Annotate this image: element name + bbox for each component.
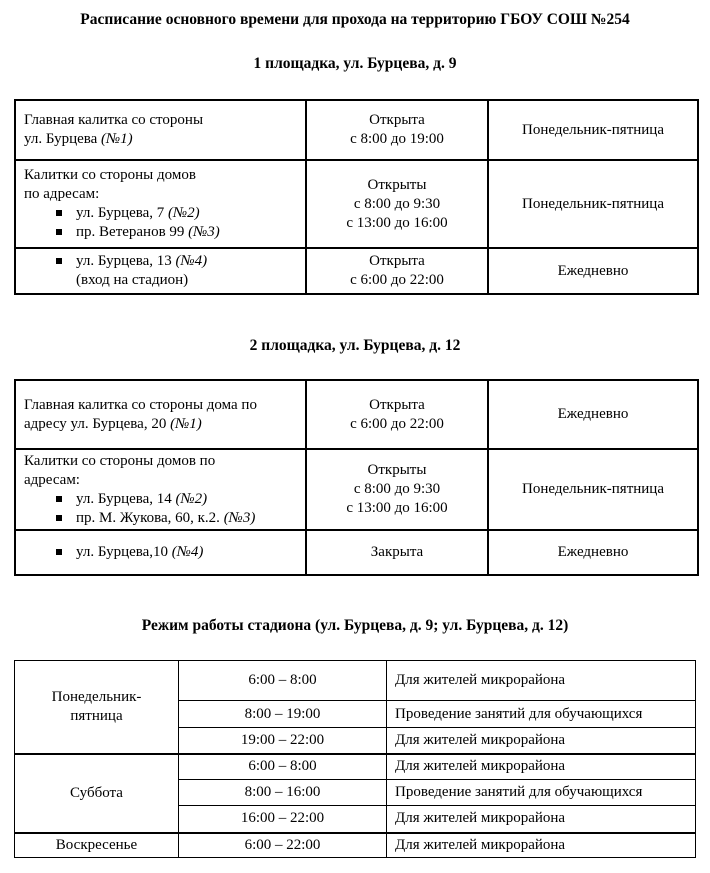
gate-line: адресам: xyxy=(24,471,80,488)
hours-line: с 8:00 до 19:00 xyxy=(350,131,444,147)
table-row xyxy=(15,380,698,449)
use-cell: Для жителей микрорайона xyxy=(387,806,696,833)
list-item xyxy=(56,252,299,290)
site2-table xyxy=(14,379,699,576)
use-cell: Для жителей микрорайона xyxy=(387,833,696,858)
time-cell: 6:00 – 8:00 xyxy=(179,754,387,780)
gate-number: (№1) xyxy=(101,131,133,147)
address-text: ул. Бурцева,10 xyxy=(76,544,172,560)
days-cell: Понедельник-пятница xyxy=(488,100,698,160)
use-cell: Для жителей микрорайона xyxy=(387,754,696,780)
list-item xyxy=(56,204,299,223)
hours-cell xyxy=(306,160,488,248)
table-row xyxy=(15,530,698,575)
gate-number: (№4) xyxy=(171,544,204,560)
stadium-table xyxy=(14,660,696,858)
site2-title: 2 площадка, ул. Бурцева, д. 12 xyxy=(249,337,461,354)
days-cell: Ежедневно xyxy=(488,530,698,575)
hours-line: с 13:00 до 16:00 xyxy=(346,500,448,516)
table-row xyxy=(15,833,696,858)
day-cell xyxy=(15,833,179,858)
hours-cell: Закрыта xyxy=(306,530,488,575)
hours-line: с 6:00 до 22:00 xyxy=(350,415,444,432)
gate-number: (№3) xyxy=(188,224,220,240)
document-title: Расписание основного времени для прохода на территорию ГБОУ СОШ №254 xyxy=(80,11,630,28)
address-text: пр. М. Жукова, 60, к.2. xyxy=(76,509,224,526)
hours-line: с 8:00 до 9:30 xyxy=(353,195,441,212)
day-line: Понедельник- xyxy=(51,688,142,705)
day-line: Воскресенье xyxy=(55,836,138,853)
time-cell: 8:00 – 19:00 xyxy=(179,701,387,728)
days-cell: Понедельник-пятница xyxy=(488,160,698,248)
stadium-title: Режим работы стадиона (ул. Бурцева, д. 9; ул. Бурцева, д. 12) xyxy=(141,617,569,634)
gate-line: Калитки со стороны домов по xyxy=(24,452,216,469)
hours-line: Открыта xyxy=(369,253,425,269)
gate-cell xyxy=(15,530,306,575)
list-item xyxy=(56,543,299,562)
list-item xyxy=(56,223,299,242)
day-line: пятница xyxy=(70,707,123,724)
gate-cell xyxy=(15,248,306,294)
gate-text: адресу ул. Бурцева, 20 xyxy=(24,415,171,432)
day-line: Суббота xyxy=(70,784,123,801)
gate-line: Главная калитка со стороны xyxy=(24,112,204,128)
hours-cell xyxy=(306,449,488,530)
gate-address-list xyxy=(24,252,299,290)
gate-line xyxy=(24,130,299,149)
use-cell: Проведение занятий для обучающихся xyxy=(387,701,696,728)
hours-line: Открыты xyxy=(367,462,427,478)
time-cell: 6:00 – 22:00 xyxy=(179,833,387,858)
site1-title: 1 площадка, ул. Бурцева, д. 9 xyxy=(253,55,457,72)
list-item xyxy=(56,490,299,509)
day-cell xyxy=(15,754,179,833)
address-text: ул. Бурцева, 14 xyxy=(76,490,176,507)
address-text: пр. Ветеранов 99 xyxy=(76,224,189,240)
table-row xyxy=(15,160,698,248)
gate-cell xyxy=(15,160,306,248)
address-text: ул. Бурцева, 13 xyxy=(76,253,176,269)
hours-line: Открыта xyxy=(369,112,425,128)
time-cell: 8:00 – 16:00 xyxy=(179,780,387,806)
gate-number: (№3) xyxy=(223,509,256,526)
site1-table xyxy=(14,99,699,295)
gate-address-list xyxy=(24,490,299,528)
hours-line: с 8:00 до 9:30 xyxy=(353,481,441,497)
days-cell: Понедельник-пятница xyxy=(488,449,698,530)
gate-cell xyxy=(15,100,306,160)
time-cell: 16:00 – 22:00 xyxy=(179,806,387,833)
hours-cell xyxy=(306,380,488,449)
hours-line: с 13:00 до 16:00 xyxy=(346,214,448,231)
gate-cell xyxy=(15,380,306,449)
days-cell: Ежедневно xyxy=(488,248,698,294)
day-cell xyxy=(15,661,179,754)
table-row xyxy=(15,449,698,530)
gate-number: (№4) xyxy=(175,253,208,269)
gate-line: Калитки со стороны домов xyxy=(24,167,196,183)
hours-line: с 6:00 до 22:00 xyxy=(350,272,444,288)
time-cell: 6:00 – 8:00 xyxy=(179,661,387,701)
use-cell: Для жителей микрорайона xyxy=(387,661,696,701)
gate-cell xyxy=(15,449,306,530)
hours-cell xyxy=(306,100,488,160)
hours-line: Открыта xyxy=(369,396,425,413)
table-row xyxy=(15,100,698,160)
table-row xyxy=(15,661,696,701)
use-cell: Проведение занятий для обучающихся xyxy=(387,780,696,806)
hours-line: Открыты xyxy=(367,176,427,193)
gate-number: (№2) xyxy=(175,490,208,507)
gate-address-list xyxy=(24,543,299,562)
gate-line xyxy=(24,415,299,434)
gate-line: по адресам: xyxy=(24,186,100,202)
gate-address-list xyxy=(24,204,299,242)
address-note: (вход на стадион) xyxy=(76,272,189,288)
gate-number: (№2) xyxy=(168,205,200,221)
list-item xyxy=(56,509,299,528)
address-text: ул. Бурцева, 7 xyxy=(76,205,169,221)
hours-cell xyxy=(306,248,488,294)
gate-line: Главная калитка со стороны дома по xyxy=(24,396,257,413)
table-row xyxy=(15,248,698,294)
days-cell: Ежедневно xyxy=(488,380,698,449)
gate-number: (№1) xyxy=(170,415,202,432)
table-row xyxy=(15,754,696,780)
time-cell: 19:00 – 22:00 xyxy=(179,728,387,754)
gate-text: ул. Бурцева xyxy=(24,131,102,147)
use-cell: Для жителей микрорайона xyxy=(387,728,696,754)
